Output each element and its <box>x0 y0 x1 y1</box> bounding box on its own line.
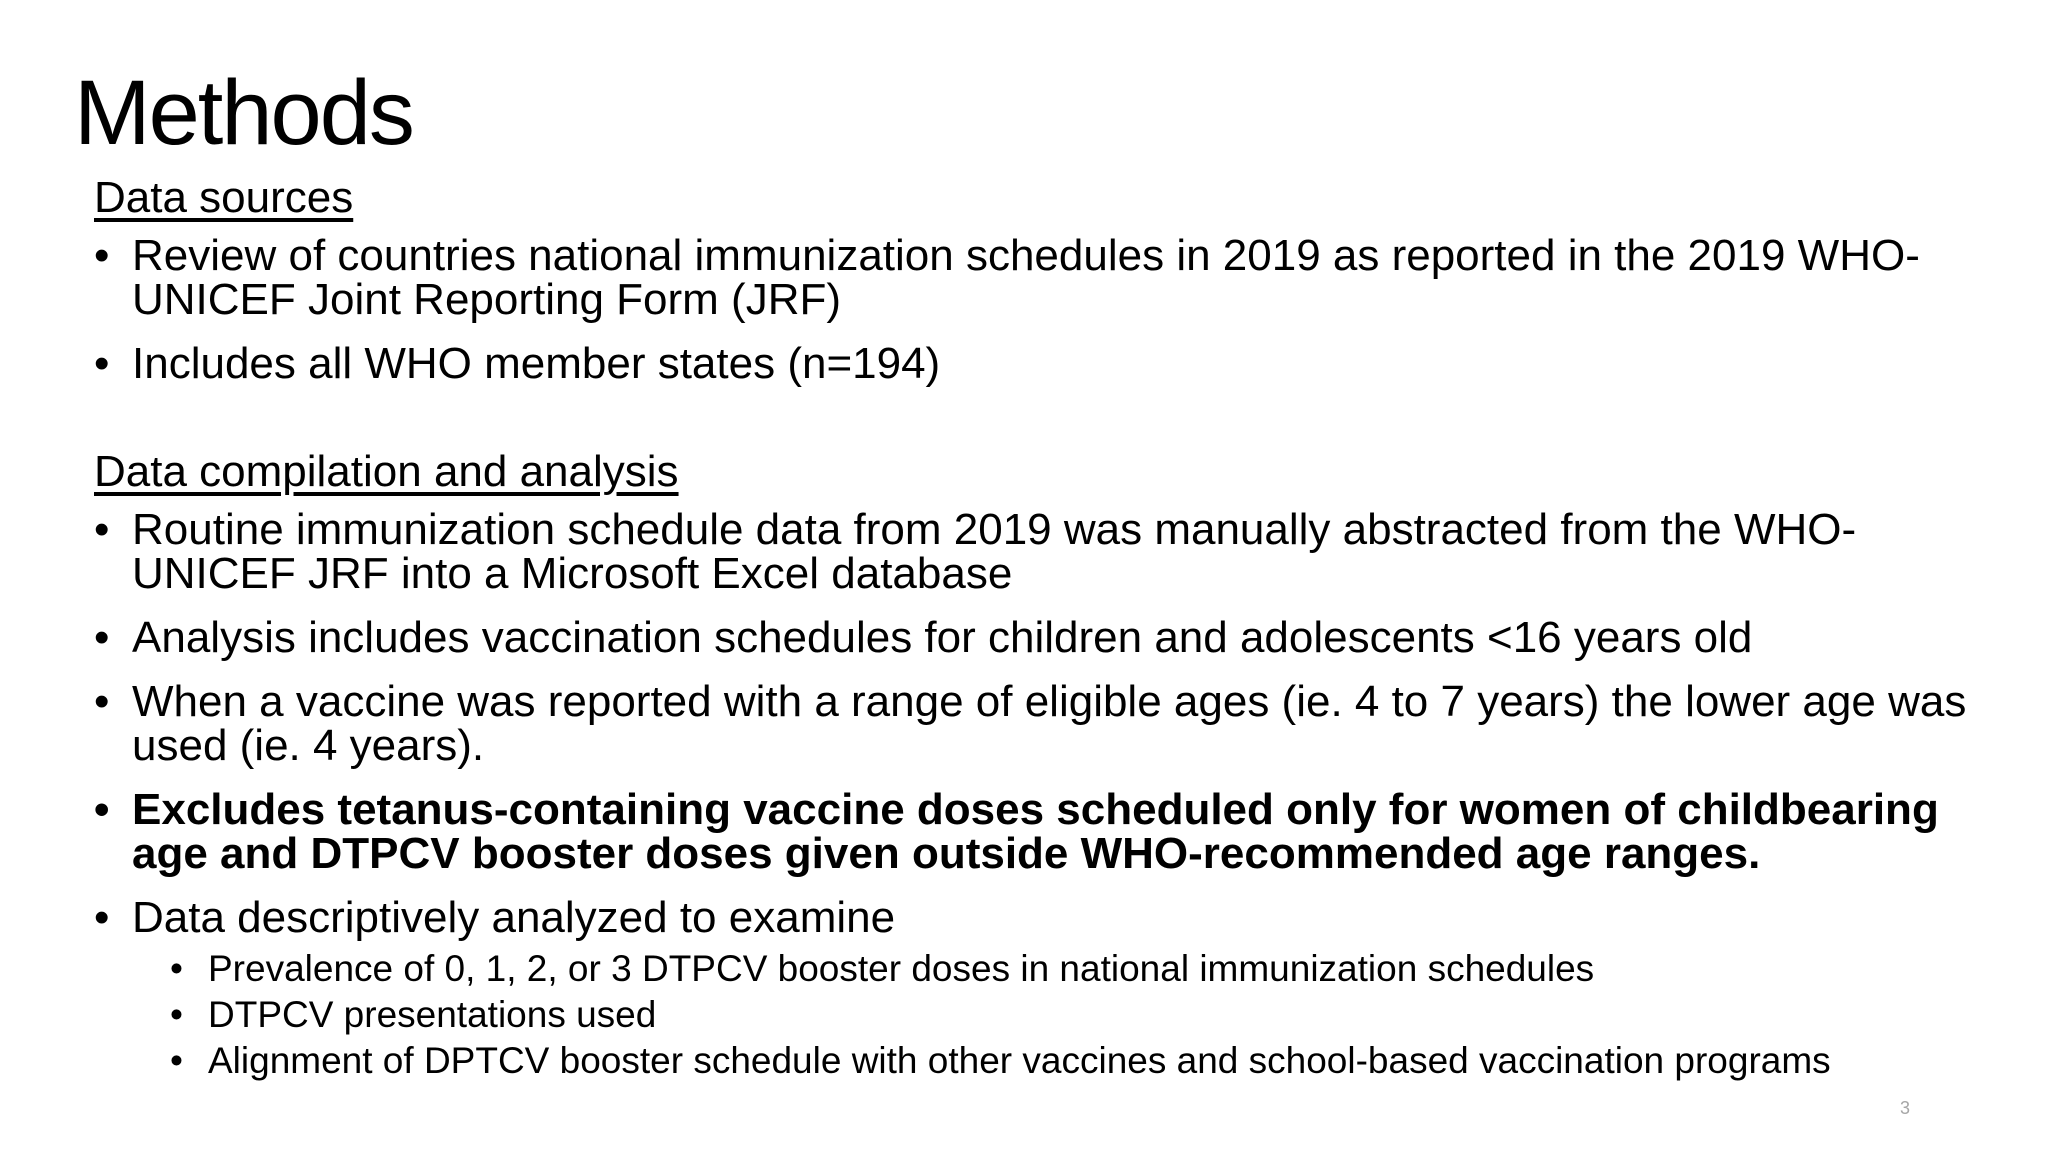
bullet-list-data-sources <box>94 231 1994 388</box>
bullet-item: • Analysis includes vaccination schedules for children and adolescents <16 years old <box>94 616 1994 660</box>
section-heading-data-compilation: Data compilation and analysis <box>94 447 679 496</box>
bullet-item: • Includes all WHO member states (n=194) <box>94 342 1994 386</box>
slide-content <box>94 172 1994 1084</box>
section-spacer <box>94 386 1994 446</box>
slide-number: 3 <box>1900 1098 1911 1118</box>
sub-bullet-item: • Prevalence of 0, 1, 2, or 3 DTPCV booster doses in national immunization schedules <box>170 946 1994 992</box>
bullet-item-label: Data descriptively analyzed to examine <box>132 893 896 942</box>
bullet-item-bold: • Excludes tetanus-containing vaccine doses scheduled only for women of childbearing age and DTPCV booster doses given outside WHO-recommended age ranges. <box>94 788 1994 876</box>
slide-title: Methods <box>74 62 413 164</box>
sub-bullet-item: • Alignment of DPTCV booster schedule with other vaccines and school-based vaccination programs <box>170 1038 1994 1084</box>
sub-bullet-item: • DTPCV presentations used <box>170 992 1994 1038</box>
bullet-list-data-compilation <box>94 505 1994 1084</box>
bullet-item: • Review of countries national immunization schedules in 2019 as reported in the 2019 WHO-UNICEF Joint Reporting Form (JRF) <box>94 234 1994 322</box>
bullet-item: • When a vaccine was reported with a range of eligible ages (ie. 4 to 7 years) the lower age was used (ie. 4 years). <box>94 680 1994 768</box>
bullet-item: • Routine immunization schedule data from 2019 was manually abstracted from the WHO-UNICEF JRF into a Microsoft Excel database <box>94 508 1994 596</box>
sub-bullet-list <box>132 946 1994 1084</box>
bullet-item-with-subitems <box>94 893 1994 1084</box>
section-heading-data-sources: Data sources <box>94 173 354 222</box>
